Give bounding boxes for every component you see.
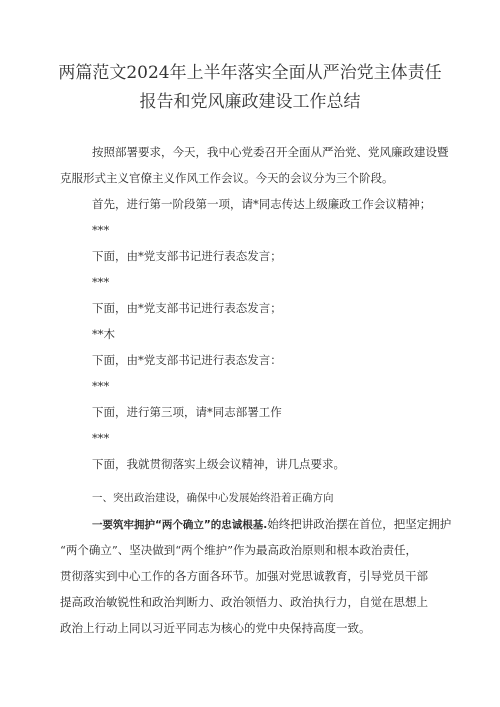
paragraph-1-line-2: “两个确立”、坚决做到“两个维护”作为最高政治原则和根本政治责任， bbox=[60, 543, 418, 557]
speech-line-3: 下面，由*党支部书记进行表态发言： bbox=[92, 353, 282, 367]
speech-line-1: 下面，由*党支部书记进行表态发言； bbox=[92, 249, 282, 263]
document-title-line-2: 报告和党风廉政建设工作总结 bbox=[139, 92, 361, 112]
requirements-line: 下面，我就贯彻落实上级会议精神，讲几点要求。 bbox=[92, 457, 345, 471]
document-title-line-1: 两篇范文2024年上半年落实全面从严治党主体责任 bbox=[58, 63, 442, 83]
intro-line-2: 克服形式主义官僚主义作风工作会议。今天的会议分为三个阶段。 bbox=[60, 171, 394, 185]
agenda-step-1: 首先，进行第一阶段第一项，请*同志传达上级廉政工作会议精神； bbox=[92, 197, 432, 211]
agenda-step-3: 下面，进行第三项，请*同志部署工作 bbox=[92, 405, 282, 419]
paragraph-1-line-1-rest: 始终把讲政治摆在首位，把坚定拥护 bbox=[267, 517, 452, 531]
speech-line-2: 下面，由*党支部书记进行表态发言； bbox=[92, 301, 282, 315]
paragraph-1-line-3: 贯彻落实到中心工作的各方面各环节。加强对党思诚教育，引导党员干部 bbox=[60, 569, 428, 583]
paragraph-1-line-5: 政治上行动上同以习近平同志为核心的党中央保持高度一致。 bbox=[60, 621, 371, 635]
separator-3: **木 bbox=[92, 327, 115, 341]
separator-5: *** bbox=[92, 431, 110, 445]
section-heading-1: 一、突出政治建设，确保中心发展始终沿着正确方向 bbox=[92, 492, 334, 504]
separator-1: *** bbox=[92, 223, 110, 237]
separator-4: *** bbox=[92, 379, 110, 393]
intro-line-1: 按照部署要求，今天，我中心党委召开全面从严治党、党风廉政建设暨 bbox=[92, 145, 449, 159]
paragraph-1-lead-phrase: 一要筑牢拥护“两个确立”的忠诚根基. bbox=[92, 519, 268, 531]
paragraph-1-line-4: 提高政治敏锐性和政治判断力、政治领悟力、政治执行力，自觉在思想上 bbox=[60, 595, 428, 609]
paragraph-1-line-1 bbox=[92, 516, 451, 533]
separator-2: *** bbox=[92, 275, 110, 289]
